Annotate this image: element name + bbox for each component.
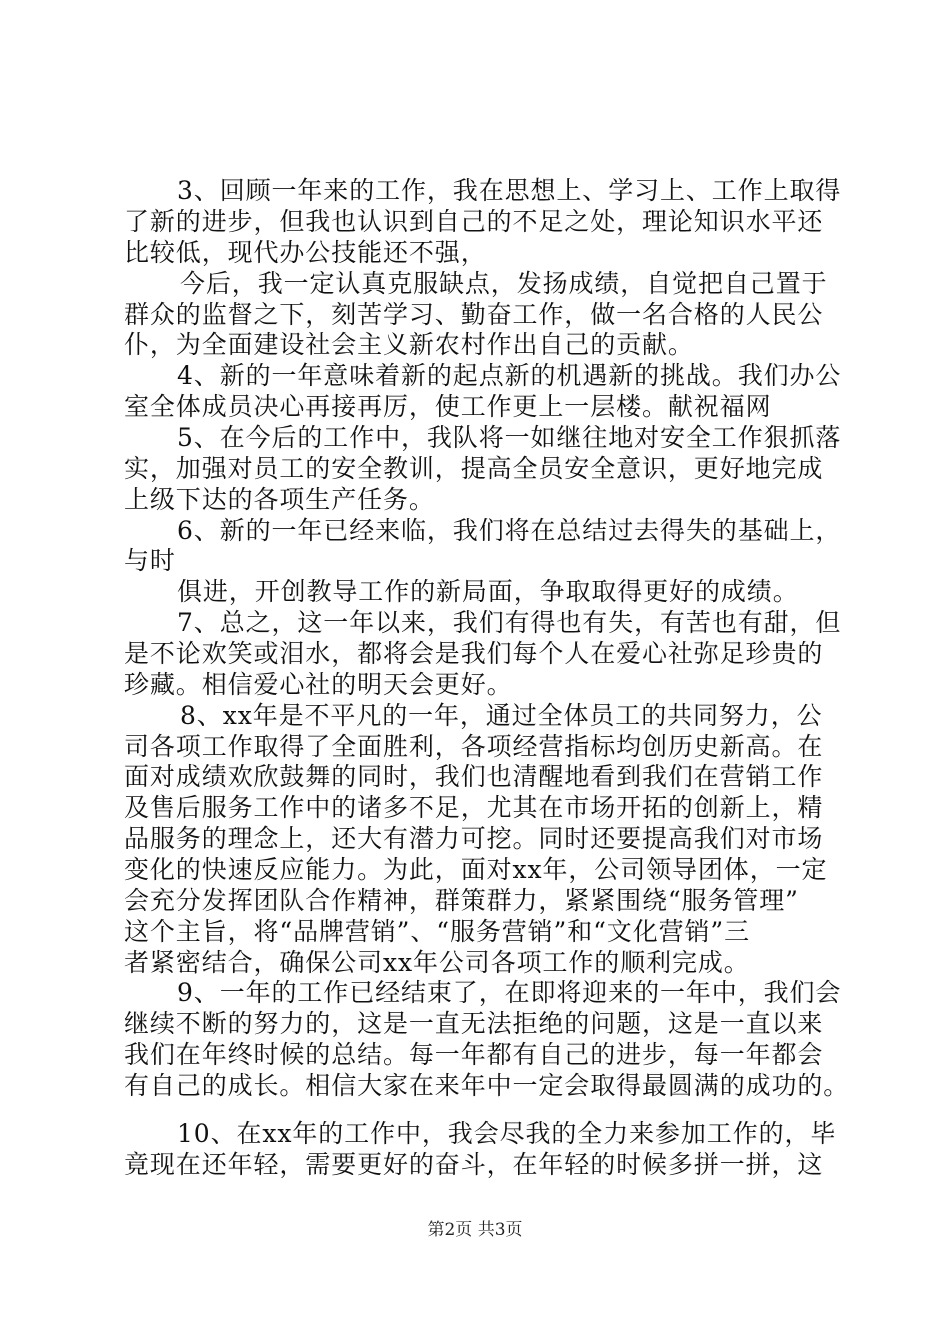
- text-line: 实，加强对员工的安全教训，提高全员安全意识，更好地完成: [124, 453, 824, 483]
- text-line: 4、新的一年意味着新的起点新的机遇新的挑战。我们办公: [177, 360, 842, 390]
- text-line: 及售后服务工作中的诸多不足，尤其在市场开拓的创新上，精: [124, 792, 824, 822]
- text-line: 面对成绩欢欣鼓舞的同时，我们也清醒地看到我们在营销工作: [124, 761, 824, 791]
- text-line: 变化的快速反应能力。为此，面对xx年，公司领导团体，一定: [124, 854, 828, 884]
- text-line: 比较低，现代办公技能还不强，: [124, 237, 487, 267]
- text-line: 了新的进步，但我也认识到自己的不足之处，理论知识水平还: [124, 206, 824, 236]
- text-line: 上级下达的各项生产任务。: [124, 484, 435, 514]
- text-line: 今后，我一定认真克服缺点，发扬成绩，自觉把自己置于: [180, 268, 828, 298]
- text-line: 珍藏。相信爱心社的明天会更好。: [124, 669, 513, 699]
- text-line: 品服务的理念上，还大有潜力可挖。同时还要提高我们对市场: [124, 823, 824, 853]
- text-line: 6、新的一年已经来临，我们将在总结过去得失的基础上，: [177, 515, 842, 545]
- text-line: 这个主旨，将“品牌营销”、“服务营销”和“文化营销”三: [124, 916, 750, 946]
- text-line: 群众的监督之下，刻苦学习、勤奋工作，做一名合格的人民公: [124, 299, 824, 329]
- text-line: 10、在xx年的工作中，我会尽我的全力来参加工作的，毕: [177, 1119, 837, 1149]
- text-line: 继续不断的努力的，这是一直无法拒绝的问题，这是一直以来: [124, 1008, 824, 1038]
- text-line: 与时: [124, 545, 176, 575]
- text-line: 9、一年的工作已经结束了，在即将迎来的一年中，我们会: [177, 977, 842, 1007]
- text-line: 5、在今后的工作中，我队将一如继往地对安全工作狠抓落: [177, 422, 842, 452]
- text-line: 竟现在还年轻，需要更好的奋斗，在年轻的时候多拼一拼，这: [124, 1150, 824, 1179]
- text-line: 3、回顾一年来的工作，我在思想上、学习上、工作上取得: [177, 176, 842, 205]
- text-line: 室全体成员决心再接再厉，使工作更上一层楼。献祝福网: [124, 391, 772, 421]
- text-line: 8、xx年是不平凡的一年，通过全体员工的共同努力，公: [180, 700, 823, 730]
- text-line: 司各项工作取得了全面胜利，各项经营指标均创历史新高。在: [124, 731, 824, 761]
- text-line: 俱进，开创教导工作的新局面，争取取得更好的成绩。: [177, 576, 799, 606]
- text-line: 者紧密结合，确保公司xx年公司各项工作的顺利完成。: [124, 947, 750, 977]
- text-line: 仆，为全面建设社会主义新农村作出自己的贡献。: [124, 330, 694, 360]
- text-line: 有自己的成长。相信大家在来年中一定会取得最圆满的成功的。: [124, 1070, 850, 1100]
- text-line: 会充分发挥团队合作精神，群策群力，紧紧围绕“服务管理”: [124, 885, 799, 915]
- text-line: 是不论欢笑或泪水，都将会是我们每个人在爱心社弥足珍贵的: [124, 638, 824, 668]
- page-footer: 第2页 共3页: [427, 1220, 523, 1240]
- text-line: 7、总之，这一年以来，我们有得也有失，有苦也有甜，但: [177, 607, 842, 637]
- text-line: 我们在年终时候的总结。每一年都有自己的进步，每一年都会: [124, 1039, 824, 1069]
